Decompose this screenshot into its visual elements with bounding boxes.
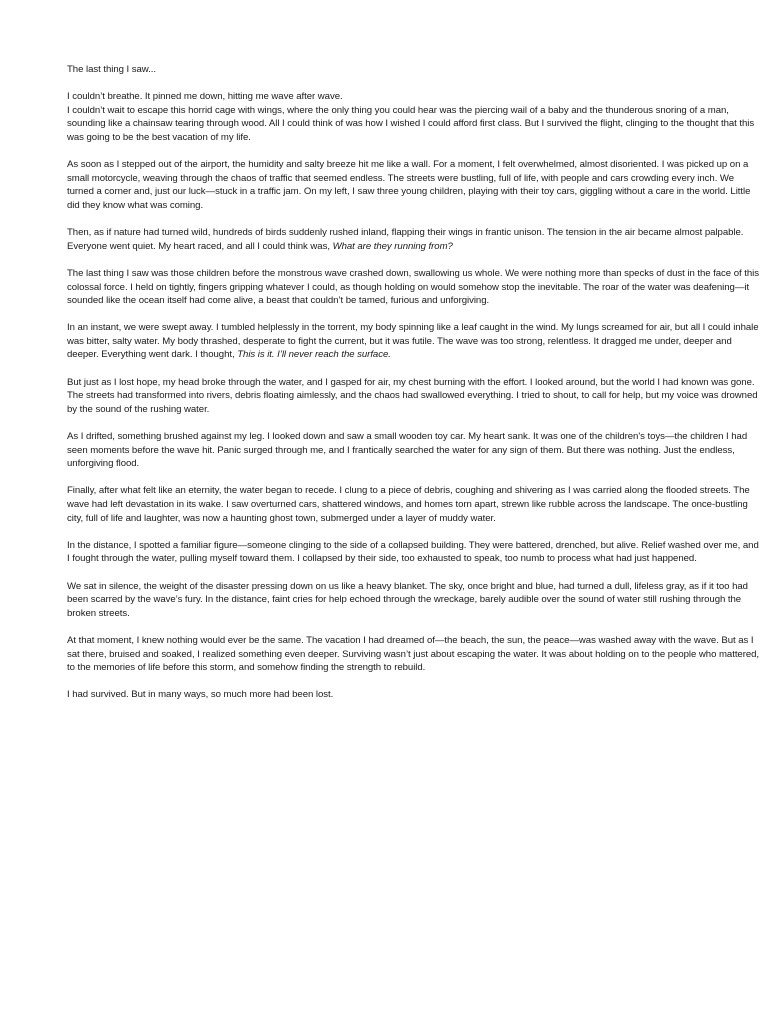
- paragraph-5-text: In an instant, we were swept away. I tumbled helplessly in the torrent, my body spinning like a leaf caught in the wind. My lungs screamed for air, but all I could inhale was bitter, salty water. My body thrashed, desperate to fight the current, but it was futile. The wave was too strong, relentless. It dragged me under, deeper and deeper. Everything went dark. I thought,: [67, 322, 759, 361]
- paragraph-5: [67, 321, 761, 362]
- paragraph-12: I had survived. But in many ways, so much more had been lost.: [67, 689, 334, 701]
- paragraph-1b: I couldn’t wait to escape this horrid cage with wings, where the only thing you could hear was the piercing wail of a baby and the thunderous snoring of a man, sounding like a chainsaw tearing through wood. All I could think of was how I wished I could afford first class. But I survived the flight, clinging to the thought that this was going to be the best vacation of my life.: [67, 104, 755, 143]
- paragraph-7: As I drifted, something brushed against my leg. I looked down and saw a small wooden toy car. My heart sank. It was one of the children's toys—the children I had seen moments before the wave hit. Panic surged through me, and I frantically searched the water for any sign of them. But there was nothing. Just the endless, unforgiving flood.: [67, 431, 748, 470]
- paragraph-5-italic: This is it. I’ll never reach the surface.: [237, 349, 391, 361]
- document-body: [67, 63, 761, 716]
- paragraph-3-italic: What are they running from?: [332, 240, 453, 252]
- paragraph-1a: I couldn’t breathe. It pinned me down, hitting me wave after wave.: [67, 91, 343, 103]
- paragraph-6: But just as I lost hope, my head broke through the water, and I gasped for air, my chest burning with the effort. I looked around, but the world I had known was gone. The streets had transformed into rivers, debris floating aimlessly, and the chaos had swallowed everything. I tried to shout, to call for help, but my voice was drowned by the sound of the rushing water.: [67, 376, 758, 415]
- paragraph-2: As soon as I stepped out of the airport, the humidity and salty breeze hit me like a wall. For a moment, I felt overwhelmed, almost disoriented. I was picked up on a small motorcycle, weaving through the chaos of traffic that seemed endless. The streets were bustling, full of life, with people and cars crowding every inch. We turned a corner and, just our luck—stuck in a traffic jam. On my left, I saw three young children, playing with their toy cars, giggling without a care in the world. Little did they know what was coming.: [67, 159, 751, 211]
- paragraph-11: At that moment, I knew nothing would ever be the same. The vacation I had dreamed of—the beach, the sun, the peace—was washed away with the wave. But as I sat there, bruised and soaked, I realized something even deeper. Surviving wasn’t just about escaping the water. It was about holding on to the people who mattered, to the memories of life before this storm, and somehow finding the strength to rebuild.: [67, 634, 760, 674]
- paragraph-3: [67, 226, 761, 253]
- paragraph-3-text: Then, as if nature had turned wild, hundreds of birds suddenly rushed inland, flapping their wings in frantic unison. The tension in the air became almost palpable. Everyone went quiet. My heart raced, and all I could think was,: [67, 227, 744, 252]
- paragraph-4: The last thing I saw was those children before the monstrous wave crashed down, swallowing us whole. We were nothing more than specks of dust in the face of this colossal force. I held on tightly, fingers gripping whatever I could, as though holding on would somehow stop the inevitable. The roar of the water was deafening—it sounded like the ocean itself had come alive, a beast that couldn’t be tamed, furious and unforgiving.: [67, 267, 759, 307]
- title-line: The last thing I saw...: [67, 64, 156, 75]
- paragraph-9: In the distance, I spotted a familiar figure—someone clinging to the side of a collapsed building. They were battered, drenched, but alive. Relief washed over me, and I fought through the water, pulling myself toward them. I collapsed by their side, too exhausted to speak, too numb to process what had just happened.: [67, 539, 759, 565]
- paragraph-10: We sat in silence, the weight of the disaster pressing down on us like a heavy blanket. The sky, once bright and blue, had turned a dull, lifeless gray, as if it too had been scarred by the wave’s fury. In the distance, faint cries for help echoed through the wreckage, barely audible over the sound of water still rushing through the broken streets.: [67, 580, 748, 619]
- paragraph-8: Finally, after what felt like an eternity, the water began to recede. I clung to a piece of debris, coughing and shivering as I was carried along the flooded streets. The wave had left devastation in its wake. I saw overturned cars, shattered windows, and homes torn apart, strewn like rubble across the landscape. The once-bustling city, full of life and laughter, was now a haunting ghost town, submerged under a layer of muddy water.: [67, 485, 750, 524]
